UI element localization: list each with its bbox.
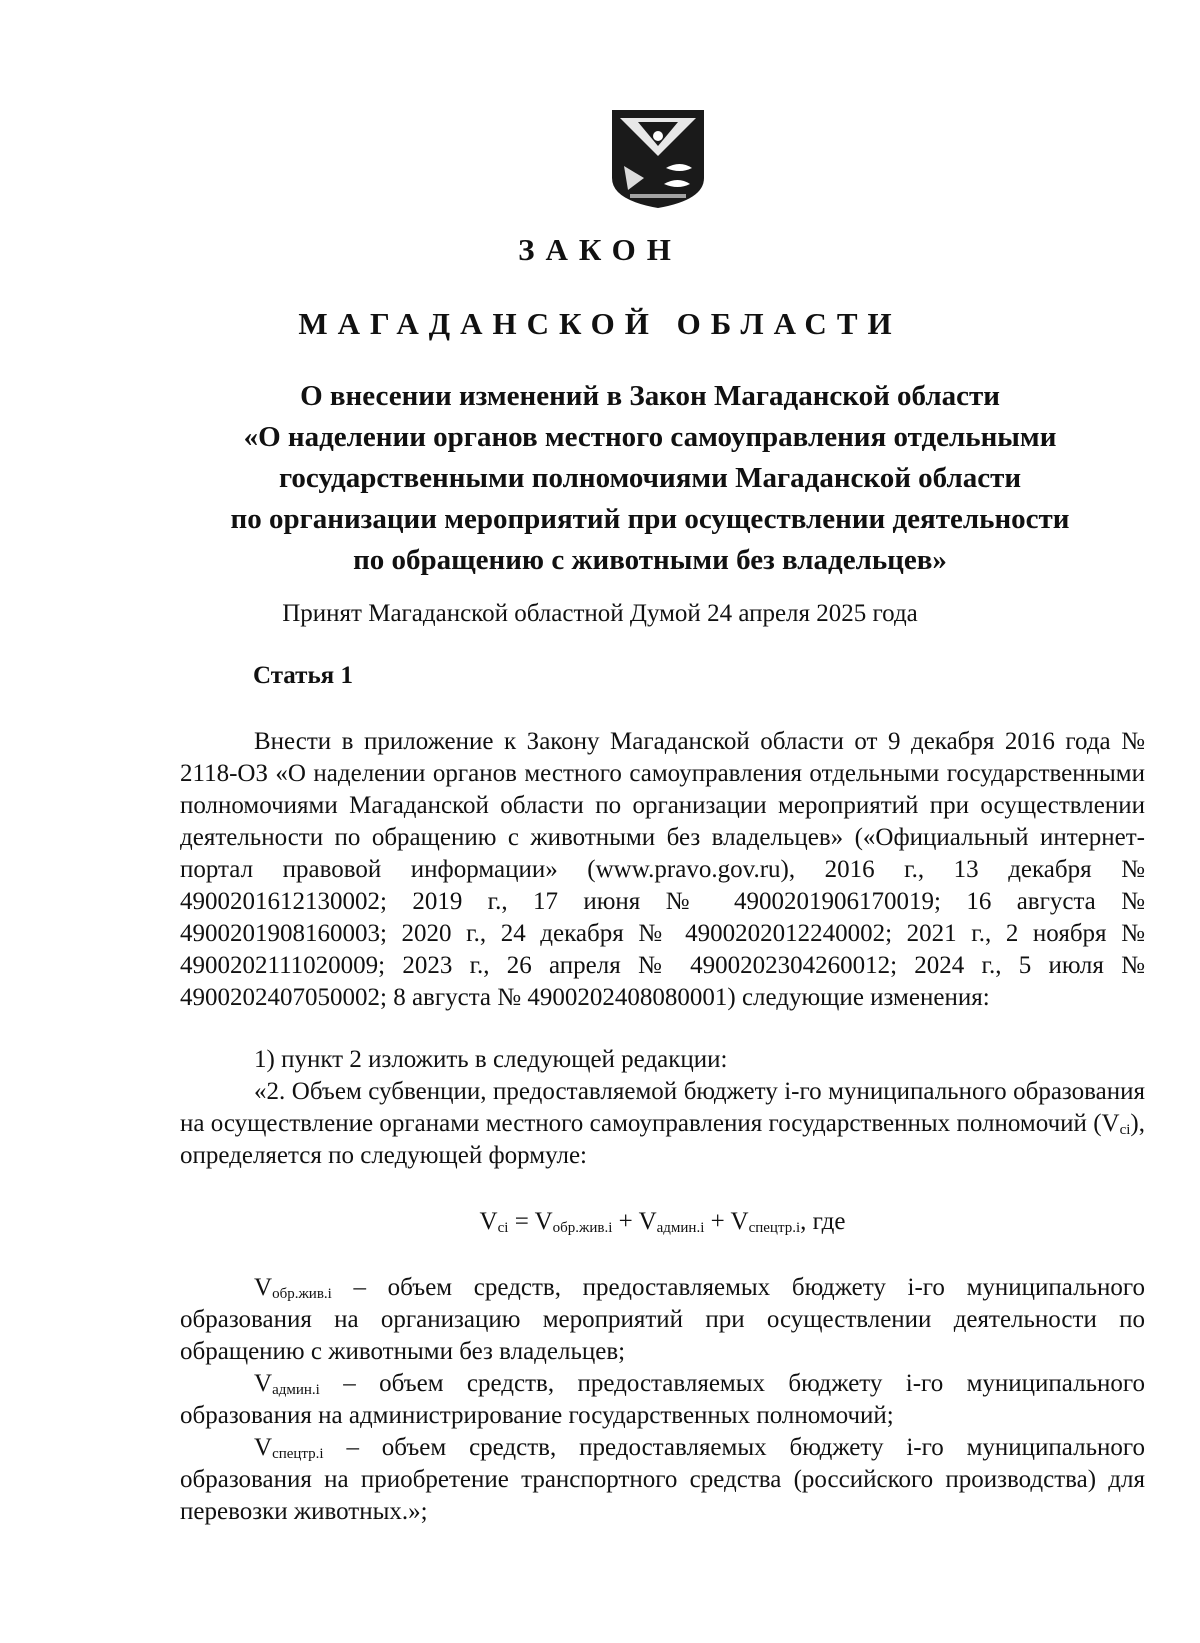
subject-line: государственными полномочиями Магаданской области: [278, 462, 1022, 494]
formula-tail: , где: [800, 1208, 846, 1235]
definition-text: – объем средств, предоставляемых бюджету i-го муниципального образования на приобретение транспортного средства (российского производства) для перевозки животных.»;: [180, 1434, 1145, 1525]
point-2-paragraph: [180, 1076, 1145, 1172]
subscript: ci: [1119, 1122, 1131, 1138]
item-1-paragraph: 1) пункт 2 изложить в следующей редакции:: [254, 1046, 728, 1073]
law-title: ЗАКОН: [518, 232, 682, 267]
article-body: [180, 726, 1145, 1528]
subject-line: «О наделении органов местного самоуправления отдельными: [243, 421, 1057, 453]
point-2-text-end: ), определяется по следующей формуле:: [180, 1110, 1145, 1169]
formula-sub: ci: [497, 1220, 509, 1236]
definition-paragraph: [180, 1432, 1145, 1528]
definition-text: – объем средств, предоставляемых бюджету i-го муниципального образования на организацию мероприятий при осуществлении деятельности по обращению с животными без владельцев;: [180, 1274, 1145, 1365]
definition-paragraph: [180, 1368, 1145, 1432]
definition-paragraph: [180, 1272, 1145, 1368]
formula: [180, 1206, 1145, 1238]
definition-var: V: [254, 1370, 273, 1397]
adoption-note: Принят Магаданской областной Думой 24 апреля 2025 года: [282, 600, 918, 627]
definition-sub: админ.i: [272, 1382, 320, 1398]
subject-line: по организации мероприятий при осуществлении деятельности: [230, 503, 1070, 535]
formula-var: V: [479, 1208, 498, 1235]
coat-of-arms-icon: [608, 108, 708, 210]
formula-op: = V: [508, 1208, 553, 1235]
intro-paragraph: Внести в приложение к Закону Магаданской области от 9 декабря 2016 года № 2118-ОЗ «О наделении органов местного самоуправления отдельными государственными полномочиями Магаданской области по организации мероприятий при осуществлении деятельности по обращению с животными без владельцев» («Официальный интернет-портал правовой информации» (www.pravo.gov.ru), 2016 г., 13 декабря № 4900201612130002; 2019 г., 17 июня № 4900201906170019; 16 августа № 4900201908160003; 2020 г., 24 декабря № 4900202012240002; 2021 г., 2 ноября № 4900202111020009; 2023 г., 26 апреля № 4900202304260012; 2024 г., 5 июля № 4900202407050002; 8 августа № 4900202408080001) следующие изменения:: [180, 728, 1145, 1011]
formula-sub: обр.жив.i: [552, 1220, 613, 1236]
region-title: МАГАДАНСКОЙ ОБЛАСТИ: [298, 306, 902, 341]
formula-op: + V: [704, 1208, 749, 1235]
definition-text: – объем средств, предоставляемых бюджету i-го муниципального образования на администрирование государственных полномочий;: [180, 1370, 1145, 1429]
law-subject: [170, 376, 1130, 581]
definition-var: V: [254, 1274, 273, 1301]
formula-sub: админ.i: [656, 1220, 705, 1236]
subject-line: по обращению с животными без владельцев»: [353, 544, 947, 576]
formula-sub: спецтр.i: [748, 1220, 801, 1236]
point-2-text-start: «2. Объем субвенции, предоставляемой бюджету i-го муниципального образования на осуществление органами местного самоуправления государственных полномочий (V: [180, 1078, 1145, 1137]
definition-sub: спецтр.i: [272, 1446, 324, 1462]
definition-sub: обр.жив.i: [272, 1286, 332, 1302]
definition-var: V: [254, 1434, 273, 1461]
article-heading: Статья 1: [253, 662, 353, 689]
subject-line: О внесении изменений в Закон Магаданской области: [300, 380, 1000, 412]
formula-op: + V: [612, 1208, 657, 1235]
